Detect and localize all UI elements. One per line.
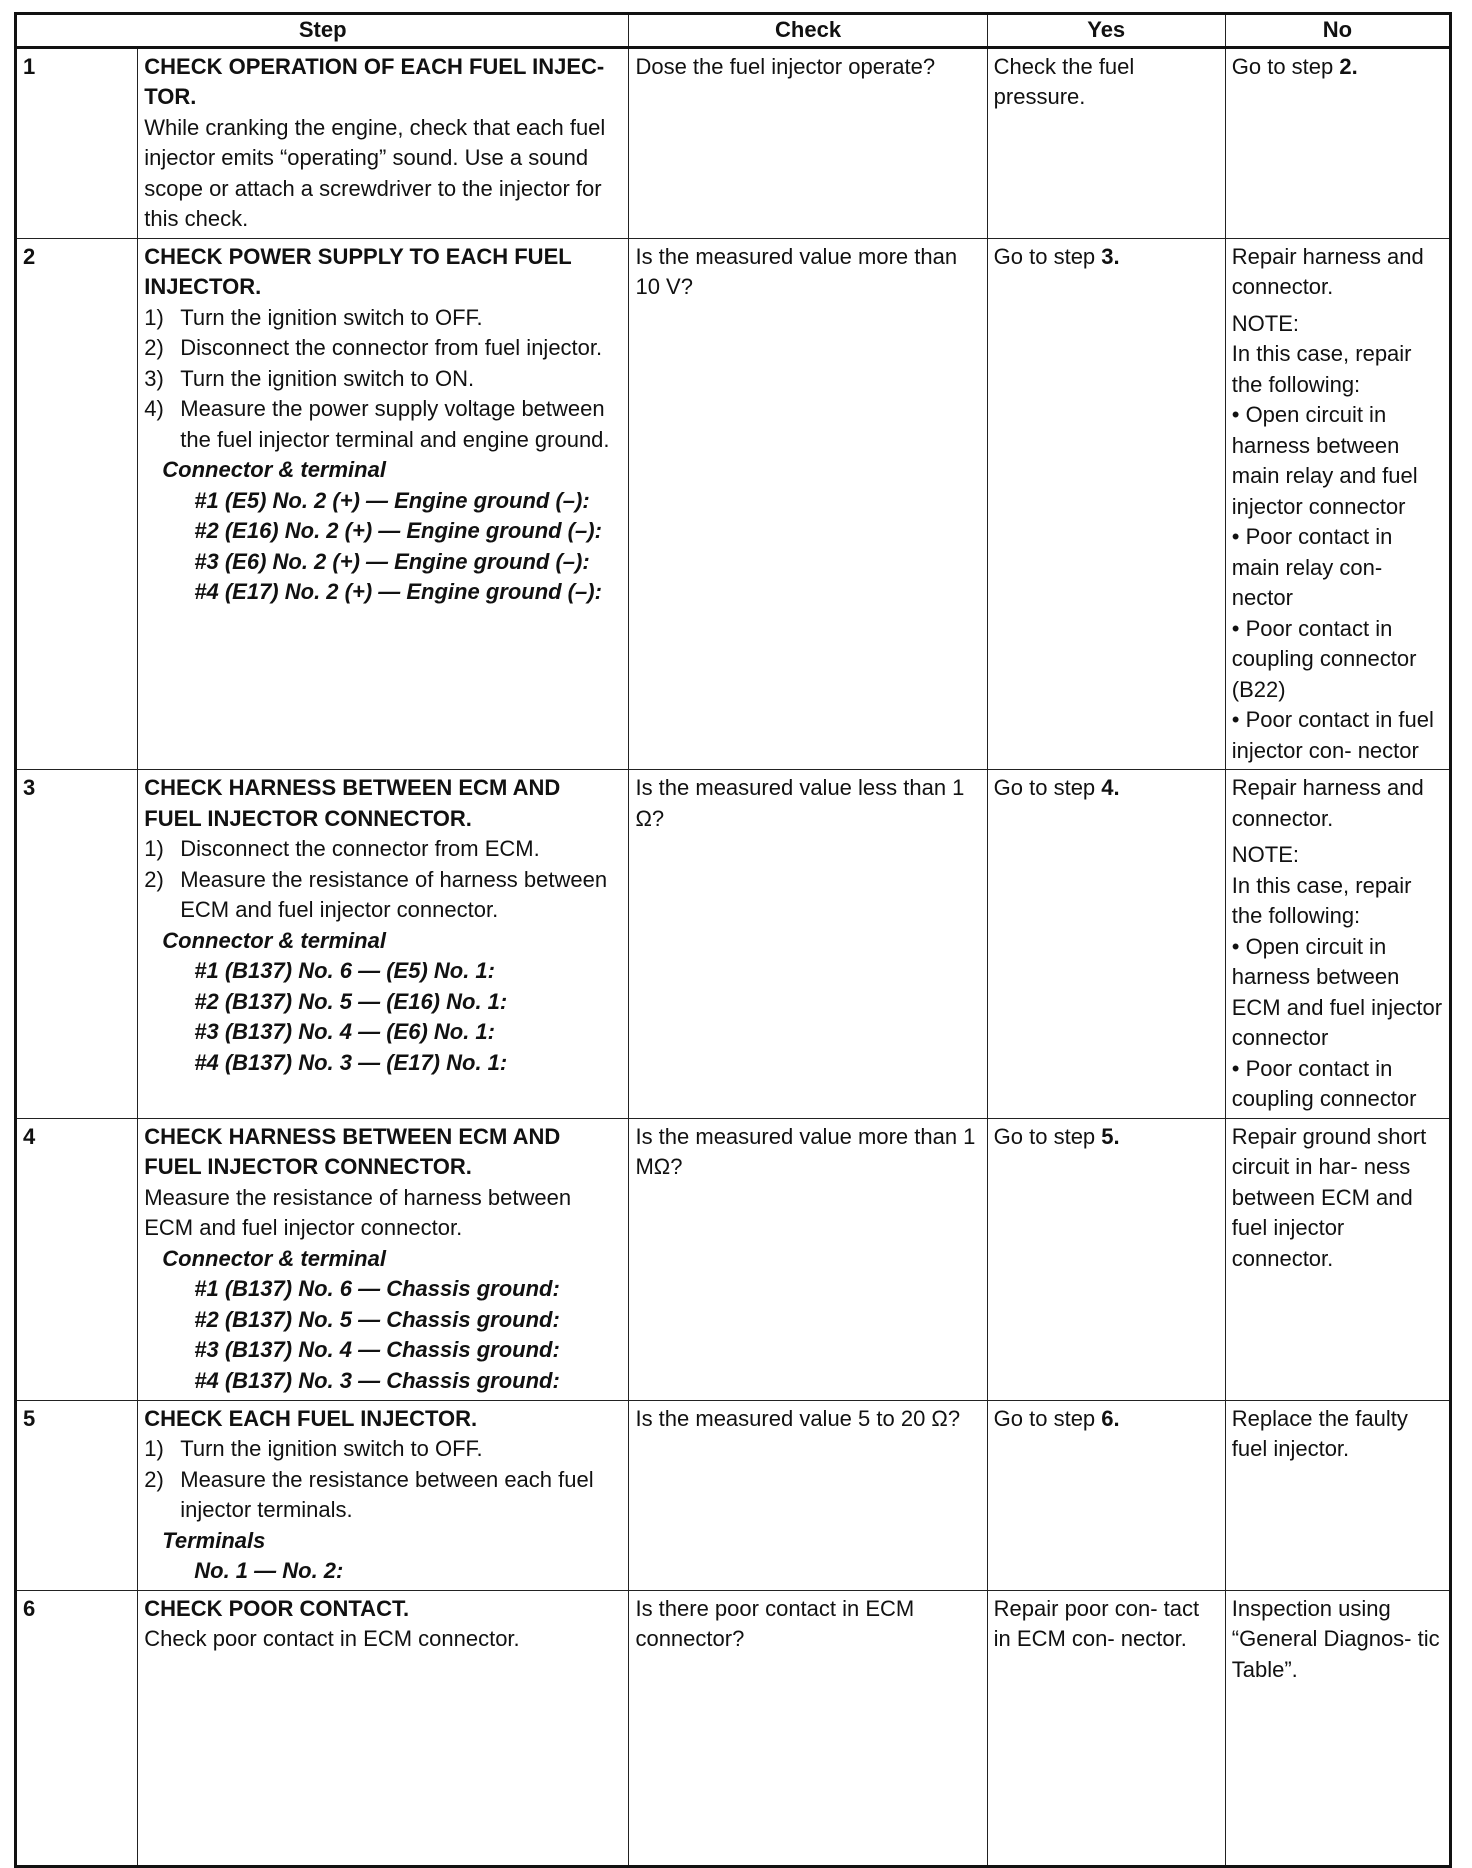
step-cell [138, 1590, 629, 1866]
terminal-line: #1 (B137) No. 6 — (E5) No. 1: [194, 958, 495, 983]
bullet-item: • Poor contact in fuel injector con- nector [1231, 707, 1434, 763]
bullet-item: • Poor contact in coupling connector [1231, 1055, 1417, 1111]
table-row [16, 1400, 1451, 1590]
check-cell: Is the measured value more than 10 V? [629, 238, 987, 770]
list-item [144, 1434, 622, 1465]
note-text: In this case, repair the following: [1231, 872, 1412, 928]
terminal-line: #2 (E16) No. 2 (+) — Engine ground (–): [194, 518, 602, 543]
terminal-line: #4 (B137) No. 3 — (E17) No. 1: [194, 1049, 508, 1075]
list-item [144, 834, 622, 865]
table-row [16, 770, 1451, 1119]
step-paragraph: Measure the resistance of harness between ECM and fuel injector connector. [144, 1184, 572, 1240]
item-text: Measure the resistance between each fuel injector terminals. [180, 1466, 594, 1522]
item-number: 2) [144, 335, 164, 360]
step-title: CHECK POOR CONTACT. [144, 1595, 410, 1621]
bullet-item: • Poor contact in main relay con- nector [1231, 524, 1393, 610]
step-cell [138, 47, 629, 238]
terminal-line: #1 (E5) No. 2 (+) — Engine ground (–): [194, 487, 590, 513]
step-ref: 3. [1101, 243, 1120, 269]
step-ref: 6. [1101, 1405, 1120, 1431]
step-number: 5 [16, 1400, 138, 1590]
step-title: CHECK HARNESS BETWEEN ECM AND FUEL INJECTOR CONNECTOR. [144, 775, 561, 831]
note-label: NOTE: [1231, 310, 1299, 336]
list-item [144, 865, 622, 926]
bullet-item: • Poor contact in coupling connector (B22) [1231, 615, 1417, 702]
step-paragraph: Check poor contact in ECM connector. [144, 1626, 520, 1651]
note-text: In this case, repair the following: [1231, 341, 1412, 397]
yes-cell [987, 770, 1225, 1119]
item-number: 2) [144, 1466, 164, 1492]
item-number: 1) [144, 304, 164, 330]
step-cell [138, 770, 629, 1119]
procedure-list [144, 834, 622, 926]
step-ref: 4. [1101, 775, 1120, 800]
step-title: CHECK HARNESS BETWEEN ECM AND FUEL INJECTOR CONNECTOR. [144, 1123, 561, 1179]
terminal-line: #1 (B137) No. 6 — Chassis ground: [194, 1276, 560, 1301]
header-no: No [1225, 14, 1450, 48]
item-text: Turn the ignition switch to OFF. [180, 1436, 483, 1461]
list-item [144, 303, 622, 334]
terminal-line: #2 (B137) No. 5 — (E16) No. 1: [194, 988, 508, 1014]
yes-text: Go to step [993, 243, 1102, 269]
table-row [16, 238, 1451, 770]
bullet-item: • Open circuit in harness between ECM and fuel injector connector [1231, 933, 1443, 1050]
terminal-line: #3 (B137) No. 4 — (E6) No. 1: [194, 1019, 495, 1044]
yes-cell [987, 238, 1225, 770]
no-main: Repair harness and connector. [1231, 775, 1424, 831]
procedure-list [144, 303, 622, 456]
item-text: Turn the ignition switch to OFF. [180, 304, 483, 330]
header-check: Check [629, 14, 987, 48]
item-number: 1) [144, 1436, 164, 1461]
check-cell: Is the measured value more than 1 MΩ? [629, 1118, 987, 1400]
no-cell: Inspection using “General Diagnos- tic Table”. [1225, 1590, 1450, 1866]
check-cell: Dose the fuel injector operate? [629, 47, 987, 238]
list-item [144, 333, 622, 364]
item-text: Disconnect the connector from ECM. [180, 836, 540, 861]
terminal-line: No. 1 — No. 2: [194, 1558, 344, 1583]
yes-text: Go to step [993, 775, 1102, 800]
no-cell: Repair ground short circuit in har- ness between ECM and fuel injector connector. [1225, 1118, 1450, 1400]
terminal-line: #3 (E6) No. 2 (+) — Engine ground (–): [194, 548, 590, 574]
connector-terminal-heading: Connector & terminal [162, 1245, 386, 1271]
table-row [16, 1118, 1451, 1400]
table-row [16, 47, 1451, 238]
step-number: 3 [16, 770, 138, 1119]
step-cell [138, 238, 629, 770]
step-paragraph: While cranking the engine, check that each fuel injector emits “operating” sound. Use a sound scope or attach a screwdriver to the injector for this check. [144, 114, 606, 231]
step-cell [138, 1400, 629, 1590]
header-row [16, 14, 1451, 48]
check-cell: Is there poor contact in ECM connector? [629, 1590, 987, 1866]
list-item [144, 394, 622, 455]
item-number: 4) [144, 396, 164, 421]
no-main: Repair harness and connector. [1231, 243, 1424, 299]
no-cell: Replace the faulty fuel injector. [1225, 1400, 1450, 1590]
item-number: 2) [144, 866, 164, 892]
step-number: 6 [16, 1590, 138, 1866]
check-cell: Is the measured value 5 to 20 Ω? [629, 1400, 987, 1590]
no-text: Go to step [1231, 53, 1340, 79]
terminal-line: #3 (B137) No. 4 — Chassis ground: [194, 1337, 560, 1362]
item-text: Disconnect the connector from fuel injector. [180, 335, 603, 360]
list-item [144, 364, 622, 395]
step-number: 4 [16, 1118, 138, 1400]
item-text: Measure the power supply voltage between the fuel injector terminal and engine ground. [180, 396, 610, 452]
connector-terminal-heading: Connector & terminal [162, 457, 386, 482]
step-title: CHECK POWER SUPPLY TO EACH FUEL INJECTOR. [144, 243, 572, 299]
terminal-line: #4 (E17) No. 2 (+) — Engine ground (–): [194, 579, 602, 604]
step-title: CHECK OPERATION OF EACH FUEL INJEC- TOR. [144, 53, 605, 109]
note-label: NOTE: [1231, 842, 1299, 867]
step-title: CHECK EACH FUEL INJECTOR. [144, 1405, 478, 1431]
yes-cell [987, 1118, 1225, 1400]
step-ref: 2. [1339, 53, 1358, 79]
yes-cell: Check the fuel pressure. [987, 47, 1225, 238]
bullet-item: • Open circuit in harness between main relay and fuel injector connector [1231, 402, 1418, 519]
no-cell [1225, 47, 1450, 238]
table-row [16, 1590, 1451, 1866]
diagnostic-table [14, 12, 1452, 1868]
step-ref: 5. [1101, 1123, 1120, 1149]
item-number: 1) [144, 836, 164, 861]
terminal-line: #2 (B137) No. 5 — Chassis ground: [194, 1306, 560, 1332]
no-cell [1225, 238, 1450, 770]
procedure-list [144, 1434, 622, 1526]
connector-terminal-heading: Connector & terminal [162, 927, 386, 953]
no-cell [1225, 770, 1450, 1119]
item-text: Turn the ignition switch to ON. [180, 365, 475, 391]
step-number: 2 [16, 238, 138, 770]
header-step: Step [16, 14, 629, 48]
terminal-line: #4 (B137) No. 3 — Chassis ground: [194, 1367, 560, 1393]
item-text: Measure the resistance of harness between ECM and fuel injector connector. [180, 866, 608, 922]
yes-cell: Repair poor con- tact in ECM con- nector. [987, 1590, 1225, 1866]
check-cell: Is the measured value less than 1 Ω? [629, 770, 987, 1119]
list-item [144, 1465, 622, 1526]
step-cell [138, 1118, 629, 1400]
yes-cell [987, 1400, 1225, 1590]
terminals-heading: Terminals [162, 1527, 266, 1553]
step-number: 1 [16, 47, 138, 238]
header-yes: Yes [987, 14, 1225, 48]
yes-text: Go to step [993, 1405, 1102, 1431]
item-number: 3) [144, 365, 164, 391]
yes-text: Go to step [993, 1123, 1102, 1149]
